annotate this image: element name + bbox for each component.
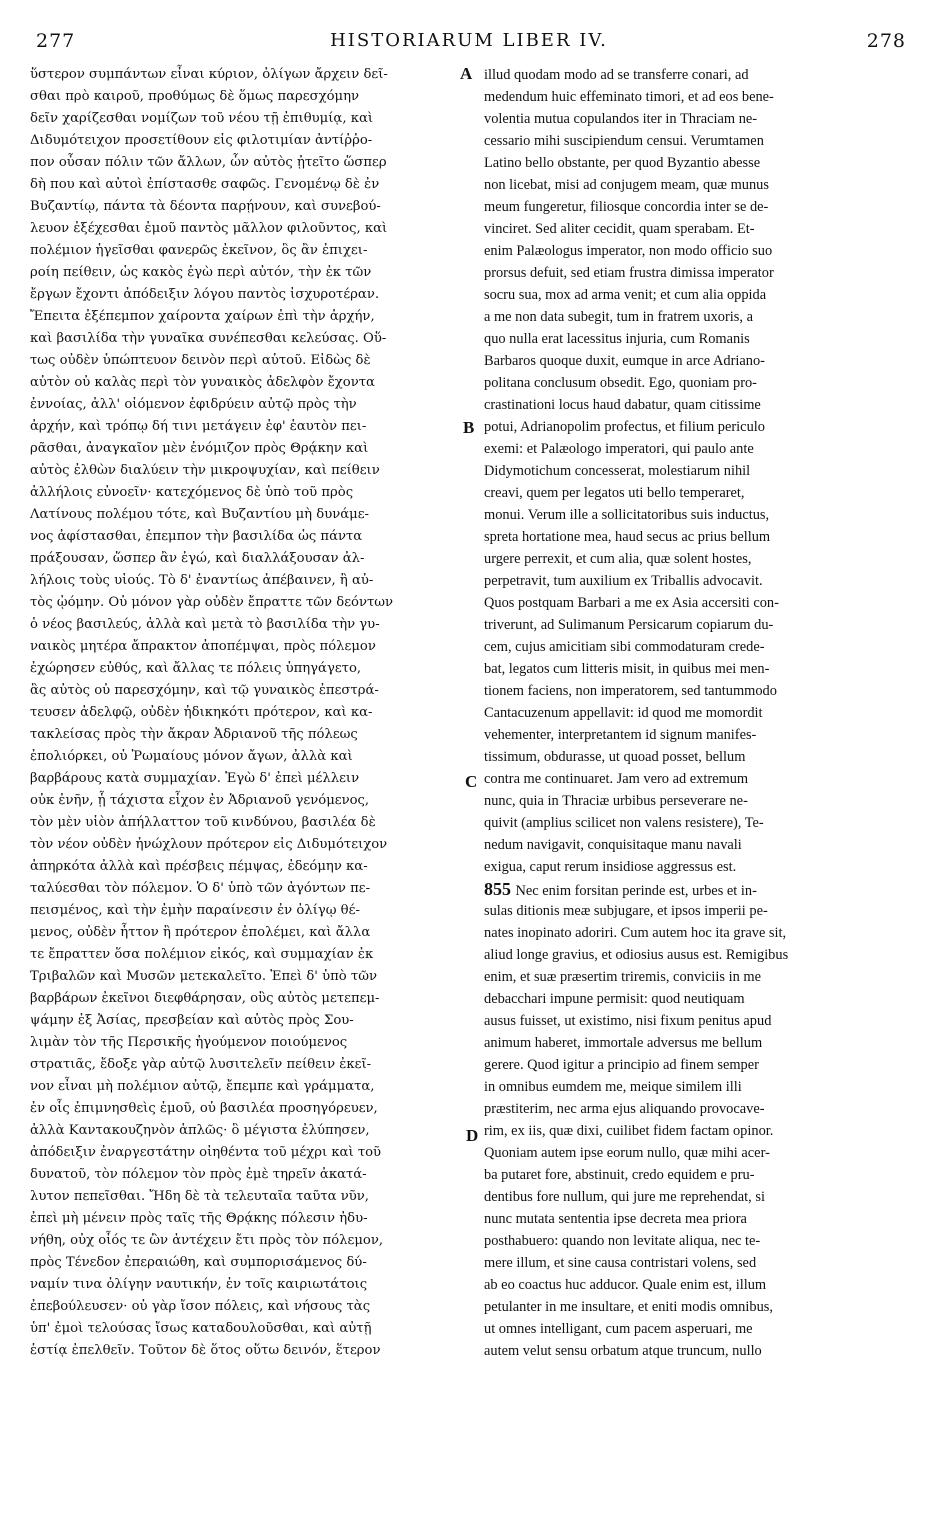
text-line: ἃς αὐτὸς οὐ παρεσχόμην, καὶ τῷ γυναικὸς ἐπεστρά-	[30, 683, 379, 698]
text-line: ἀρχήν, καὶ τρόπῳ δή τινι μετάγειν ἐφ' ἑαυτὸν πει-	[30, 419, 367, 434]
text-line: nunc, quia in Thraciæ urbibus perseverare ne-	[484, 793, 748, 809]
text-line: aliud longe gravius, et odiosius ausus est. Remigibus	[484, 947, 789, 963]
text-line: τὸν μὲν υἱὸν ἀπήλλαττον τοῦ κινδύνου, βασιλέα δὲ	[30, 815, 376, 830]
margin-marker-c: C	[465, 772, 478, 791]
text-line: posthabuero: quando non levitate aliqua, nec te-	[484, 1233, 761, 1249]
text-line: sulas ditionis meæ subjugare, et ipsos imperii pe-	[484, 903, 768, 919]
text-line: βαρβάρων ἐκεῖνοι διεφθάρησαν, οὓς αὐτὸς μετεπεμ-	[30, 991, 380, 1006]
text-line: πεισμένος, καὶ τὴν ἐμὴν παραίνεσιν ἐν ὀλίγῳ θέ-	[30, 903, 360, 918]
text-line: τε ἔπραττεν ὅσα πολέμιον εἰκός, καὶ συμμαχίαν ἐκ	[30, 947, 374, 962]
margin-marker-a: A	[460, 64, 473, 83]
text-line: αὐτὸν οὐ καλὰς περὶ τὸν γυναικὸς ἀδελφὸν ἔχοντα	[30, 375, 375, 390]
text-line: medendum huic effeminato timori, et ad eos bene-	[484, 89, 774, 105]
text-line: Διδυμότειχον προσετίθουν εἰς φιλοτιμίαν ἀντίῤῥο-	[30, 133, 373, 148]
text-line: ἐπολιόρκει, οὐ Ῥωμαίους μόνον ἄγων, ἀλλὰ καὶ	[30, 749, 353, 764]
text-line: αὐτὸς ἐλθὼν διαλύειν τὴν μικροψυχίαν, καὶ πείθειν	[30, 463, 380, 478]
text-line: rim, ex iis, quæ dixi, cuilibet fidem factam opinor.	[484, 1123, 774, 1139]
text-line: ὕστερον συμπάντων εἶναι κύριον, ὀλίγων ἄρχειν δεῖ-	[30, 67, 388, 82]
text-line: Λατίνους πολέμου τότε, καὶ Βυζαντίου μὴ δυνάμε-	[30, 507, 370, 522]
text-line: λευον ἐξέχεσθαι ἐμοῦ παντὸς μᾶλλον φιλοῦντος, καὶ	[30, 221, 388, 236]
text-line: ἀπηρκότα ἀλλὰ καὶ πρέσβεις πέμψας, ἐδεόμην κα-	[30, 859, 368, 874]
margin-marker-d: D	[466, 1126, 479, 1145]
text-line: δυνατοῦ, τὸν πόλεμον τὸν πρὸς ἐμὲ τηρεῖν ἀκατά-	[30, 1167, 367, 1182]
text-line: λιμὰν τὸν τῆς Περσικῆς ἡγούμενον ποιούμενος	[30, 1035, 348, 1050]
text-line: ἀλλὰ Καντακουζηνὸν ἁπλῶς· ὃ μέγιστα ἐλύπησεν,	[30, 1123, 370, 1138]
text-line: petulanter in me insultare, et eniti modis omnibus,	[484, 1299, 773, 1315]
text-line: λήλοις τοὺς υἱούς. Τὸ δ' ἐναντίως ἀπέβαινεν, ἢ αὐ-	[30, 573, 374, 588]
text-line: σθαι πρὸ καιροῦ, προθύμως δὲ ὅμως παρεσχόμην	[30, 89, 360, 104]
text-line: μενος, οὐδὲν ἧττον ἢ πρότερον ἐπολέμει, καὶ ἄλλα	[30, 925, 371, 940]
text-line: καὶ βασιλίδα τὴν γυναῖκα συνέπεσθαι κελεύσας. Οὕ-	[30, 331, 387, 346]
text-line: ἐν οἷς ἐπιμνησθεὶς ἐμοῦ, οὐ βασιλέα προσηγόρευεν,	[30, 1101, 378, 1116]
text-line: illud quodam modo ad se transferre conari, ad	[484, 67, 749, 83]
text-line: ausus fuisset, ut existimo, nisi fixum penitus apud	[484, 1013, 772, 1029]
text-line: debacchari impune permisit: quod neutiquam	[484, 991, 745, 1007]
text-line: volentia mutua copulandos iter in Thraciam ne-	[484, 111, 758, 127]
text-line: ba putaret fore, abstinuit, credo equidem e pru-	[484, 1167, 755, 1183]
text-line: monui. Verum ille a sollicitatoribus suis inductus,	[484, 507, 770, 523]
text-line: enim, et suæ præsertim triremis, conviciis in me	[484, 969, 761, 985]
text-line: exemi: et Palæologo imperatori, qui paulo ante	[484, 441, 754, 457]
text-line: prorsus defuit, sed etiam frustra dimissa imperator	[484, 265, 774, 281]
column-number-marker: 855	[484, 879, 516, 899]
text-line: τακλείσας πρὸς τὴν ἄκραν Ἀδριανοῦ τῆς πόλεως	[30, 727, 358, 742]
text-line: λυτον πεπεῖσθαι. Ἤδη δὲ τὰ τελευταῖα ταῦτα νῦν,	[30, 1189, 369, 1204]
text-line: ἔργων ἔχοντι ἀπόδειξιν λόγου παντὸς ἰσχυροτέραν.	[30, 287, 380, 302]
text-line: bat, legatos cum litteris misit, in quibus mei men-	[484, 661, 770, 677]
text-line: τευσεν ἀδελφῷ, οὐδὲν ἠδικηκότι πρότερον, καὶ κα-	[30, 705, 373, 720]
text-line: Didymotichum concesserat, molestiarum nihil	[484, 463, 751, 479]
text-line: contra me continuaret. Jam vero ad extremum	[484, 771, 749, 787]
text-line: δεῖν χαρίζεσθαι νομίζων τοῦ νέου τῇ ἐπιθυμίᾳ, καὶ	[30, 111, 374, 126]
running-title: HISTORIARUM LIBER IV.	[330, 30, 608, 51]
text-line: creavi, quem per legatos uti bello temperaret,	[484, 485, 745, 501]
text-line: τὸς ᾠόμην. Οὐ μόνον γὰρ οὐδὲν ἔπραττε τῶν δεόντων	[30, 595, 394, 610]
text-line: gerere. Quod igitur a principio ad finem semper	[484, 1057, 759, 1073]
latin-text-column	[484, 64, 906, 1362]
page-number-left: 277	[36, 30, 76, 52]
text-line: quo nulla erat lacessitus injuria, cum Romanis	[484, 331, 750, 347]
text-line: urgere perrexit, et cum alia, quæ solent hostes,	[484, 551, 752, 567]
text-line: ut omnes intelligant, cum pacem asperuari, me	[484, 1321, 753, 1337]
text-line: νήθη, οὐχ οἷός τε ὢν ἀντέχειν ἔτι πρὸς τὸν πόλεμον,	[30, 1233, 384, 1248]
text-line	[484, 878, 906, 900]
text-line: enim Palæologus imperator, non modo officio suo	[484, 243, 773, 259]
text-line: exigua, caput rerum insidiose aggressus est.	[484, 859, 737, 875]
text-line: perpetravit, tum auxilium ex Triballis advocavit.	[484, 573, 763, 589]
page-header	[0, 30, 938, 58]
text-line: vinciret. Sed aliter cecidit, quam sperabam. Et-	[484, 221, 755, 237]
text-line: πρὸς Τένεδον ἐπεραιώθη, καὶ συμπορισάμενος δύ-	[30, 1255, 367, 1270]
text-line: ροίη πείθειν, ὡς κακὸς ἐγὼ περὶ αὐτόν, τὴν ἐκ τῶν	[30, 265, 372, 280]
text-line: Latino bello obstante, per quod Byzantio abesse	[484, 155, 761, 171]
text-line: cessario mihi suscipiendum censui. Verumtamen	[484, 133, 764, 149]
text-line: dentibus fore nullum, qui jure me reprehendat, si	[484, 1189, 765, 1205]
text-line: ναικὸς μητέρα ἄπρακτον ἀποπέμψαι, πρὸς πόλεμον	[30, 639, 376, 654]
text-line: ταλύεσθαι τὸν πόλεμον. Ὁ δ' ὑπὸ τῶν ἀγόντων πε-	[30, 881, 371, 896]
text-line: δὴ που καὶ αὐτοὶ ἐπίστασθε σαφῶς. Γενομένῳ δὲ ἐν	[30, 177, 380, 192]
text-line: potui, Adrianopolim profectus, et filium periculo	[484, 419, 765, 435]
greek-text-column	[30, 64, 460, 1362]
text-line: νος ἀφίστασθαι, ἐπεμπον τὴν βασιλίδα ὡς πάντα	[30, 529, 363, 544]
text-line: in omnibus eumdem me, meique similem illi	[484, 1079, 742, 1095]
text-line: πον οὖσαν πόλιν τῶν ἄλλων, ὧν αὐτὸς ᾐτεῖτο ὥσπερ	[30, 155, 387, 170]
text-line: Βυζαντίῳ, πάντα τὰ δέοντα παρῄνουν, καὶ συνεβού-	[30, 199, 381, 214]
text-line: præstiterim, nec arma ejus aliquando provocave-	[484, 1101, 765, 1117]
text-line: animum haberet, immortale adversus me bellum	[484, 1035, 763, 1051]
text-line: ὑπ' ἐμοὶ τελούσας ἴσως καταδουλοῦσθαι, καὶ αὐτῇ	[30, 1321, 372, 1336]
text-line: cem, cujus amicitiam sibi commodaturam crede-	[484, 639, 765, 655]
text-line: ab eo coactus huc adducor. Quale enim est, illum	[484, 1277, 767, 1293]
text-line: a me non data subegit, tum in fratrem uxoris, a	[484, 309, 753, 325]
text-line: τως οὐδὲν ὑπώπτευον δεινὸν περὶ αὐτοῦ. Εἰδὼς δὲ	[30, 353, 371, 368]
text-line: ναμίν τινα ὀλίγην ναυτικήν, ἐν τοῖς καιριωτάτοις	[30, 1277, 368, 1292]
text-line: Quos postquam Barbari a me ex Asia accersiti con-	[484, 595, 779, 611]
text-line: ἀλλήλοις εὐνοεῖν· κατεχόμενος δὲ ὑπὸ τοῦ πρὸς	[30, 485, 354, 500]
text-line: οὐκ ἐνῆν, ᾗ τάχιστα εἶχον ἐν Ἀδριανοῦ γενόμενος,	[30, 793, 370, 808]
margin-marker-b: B	[463, 418, 475, 437]
text-line: Ἔπειτα ἐξέπεμπον χαίροντα χαίρων ἐπὶ τὴν ἀρχήν,	[30, 309, 375, 324]
text-line-content: Nec enim forsitan perinde est, urbes et in-	[515, 883, 757, 899]
text-line: ἐπεὶ μὴ μένειν πρὸς ταῖς τῆς Θρᾴκης πόλεσιν ἠδυ-	[30, 1211, 368, 1226]
text-line: nates inopinato adoriri. Cum autem hoc ita grave sit,	[484, 925, 787, 941]
text-line: ἀπόδειξιν ἐναργεστάτην οἰηθέντα τοῦ μέχρι καὶ τοῦ	[30, 1145, 382, 1160]
text-line: vehementer, interpretantem id signum manifes-	[484, 727, 757, 743]
text-line: βαρβάρους κατὰ συμμαχίαν. Ἐγὼ δ' ἐπεὶ μέλλειν	[30, 771, 360, 786]
text-line: meum fungeretur, filiosque concordia inter se de-	[484, 199, 769, 215]
text-line: non licebat, misi ad conjugem meam, quæ munus	[484, 177, 769, 193]
text-line: mere illum, et sine causa contristari volens, sed	[484, 1255, 757, 1271]
text-line: tissimum, obdurasse, ut quoad posset, bellum	[484, 749, 746, 765]
text-line: Barbaros quoque duxit, eumque in arce Adriano-	[484, 353, 765, 369]
text-line: ρᾶσθαι, ἀναγκαῖον μὲν ἐνόμιζον πρὸς Θρᾴκην καὶ	[30, 441, 369, 456]
text-line: ὁ νέος βασιλεύς, ἀλλὰ καὶ μετὰ τὸ βασιλίδα τὴν γυ-	[30, 617, 380, 632]
text-line: socru sua, mox ad arma venit; et cum alia oppida	[484, 287, 767, 303]
text-line: autem velut sensu orbatum atque truncum, nullo	[484, 1343, 762, 1359]
page-number-right: 278	[866, 30, 906, 52]
text-line: ψάμην ἐξ Ἀσίας, πρεσβείαν καὶ αὐτὸς πρὸς Σου-	[30, 1013, 354, 1028]
text-line: nunc mutata sententia ipse decreta mea priora	[484, 1211, 747, 1227]
text-line: ἐπεβούλευσεν· οὐ γὰρ ἴσον πόλεις, καὶ νήσους τὰς	[30, 1299, 371, 1314]
text-line: Cantacuzenum appellavit: id quod me momordit	[484, 705, 763, 721]
text-line: tionem faciens, non imperatorem, sed tantummodo	[484, 683, 777, 699]
text-line: στρατιᾶς, ἔδοξε γὰρ αὐτῷ λυσιτελεῖν πείθειν ἐκεῖ-	[30, 1057, 372, 1072]
text-line: τὸν νέον οὐδὲν ἠνώχλουν πρότερον εἰς Διδυμότειχον	[30, 837, 388, 852]
text-line: Quoniam autem ipse eorum nullo, quæ mihi acer-	[484, 1145, 770, 1161]
text-line: triverunt, ad Sulimanum Persicarum copiarum du-	[484, 617, 774, 633]
text-line: politana conclusum obsedit. Ego, quoniam pro-	[484, 375, 757, 391]
text-line: νον εἶναι μὴ πολέμιον αὐτῷ, ἔπεμπε καὶ γράμματα,	[30, 1079, 375, 1094]
text-line: ἐχώρησεν εὐθύς, καὶ ἄλλας τε πόλεις ὑπηγάγετο,	[30, 661, 362, 676]
text-line: spreta hortatione mea, haud secus ac prius bellum	[484, 529, 771, 545]
text-line: ἐννοίας, ἀλλ' οἰόμενον ἐφιδρύειν αὐτῷ πρὸς τὴν	[30, 397, 357, 412]
text-line: πράξουσαν, ὥσπερ ἂν ἐγώ, καὶ διαλλάξουσαν ἀλ-	[30, 551, 365, 566]
text-line: nedum navigavit, conquisitaque manu navali	[484, 837, 742, 853]
text-line: crastinationi locus haud dabatur, quam citissime	[484, 397, 761, 413]
text-line: ἑστίᾳ ἐπελθεῖν. Τοῦτον δὲ ὅτος οὕτω δεινόν, ἕτερον	[30, 1343, 381, 1358]
text-line: Τριβαλῶν καὶ Μυσῶν μετεκαλεῖτο. Ἐπεὶ δ' ὑπὸ τῶν	[30, 969, 377, 984]
text-line: quivit (amplius scilicet non valens resistere), Te-	[484, 815, 764, 831]
text-line: πολέμιον ἡγεῖσθαι φανερῶς ἐκεῖνον, ὃς ἂν ἐπιχει-	[30, 243, 368, 258]
